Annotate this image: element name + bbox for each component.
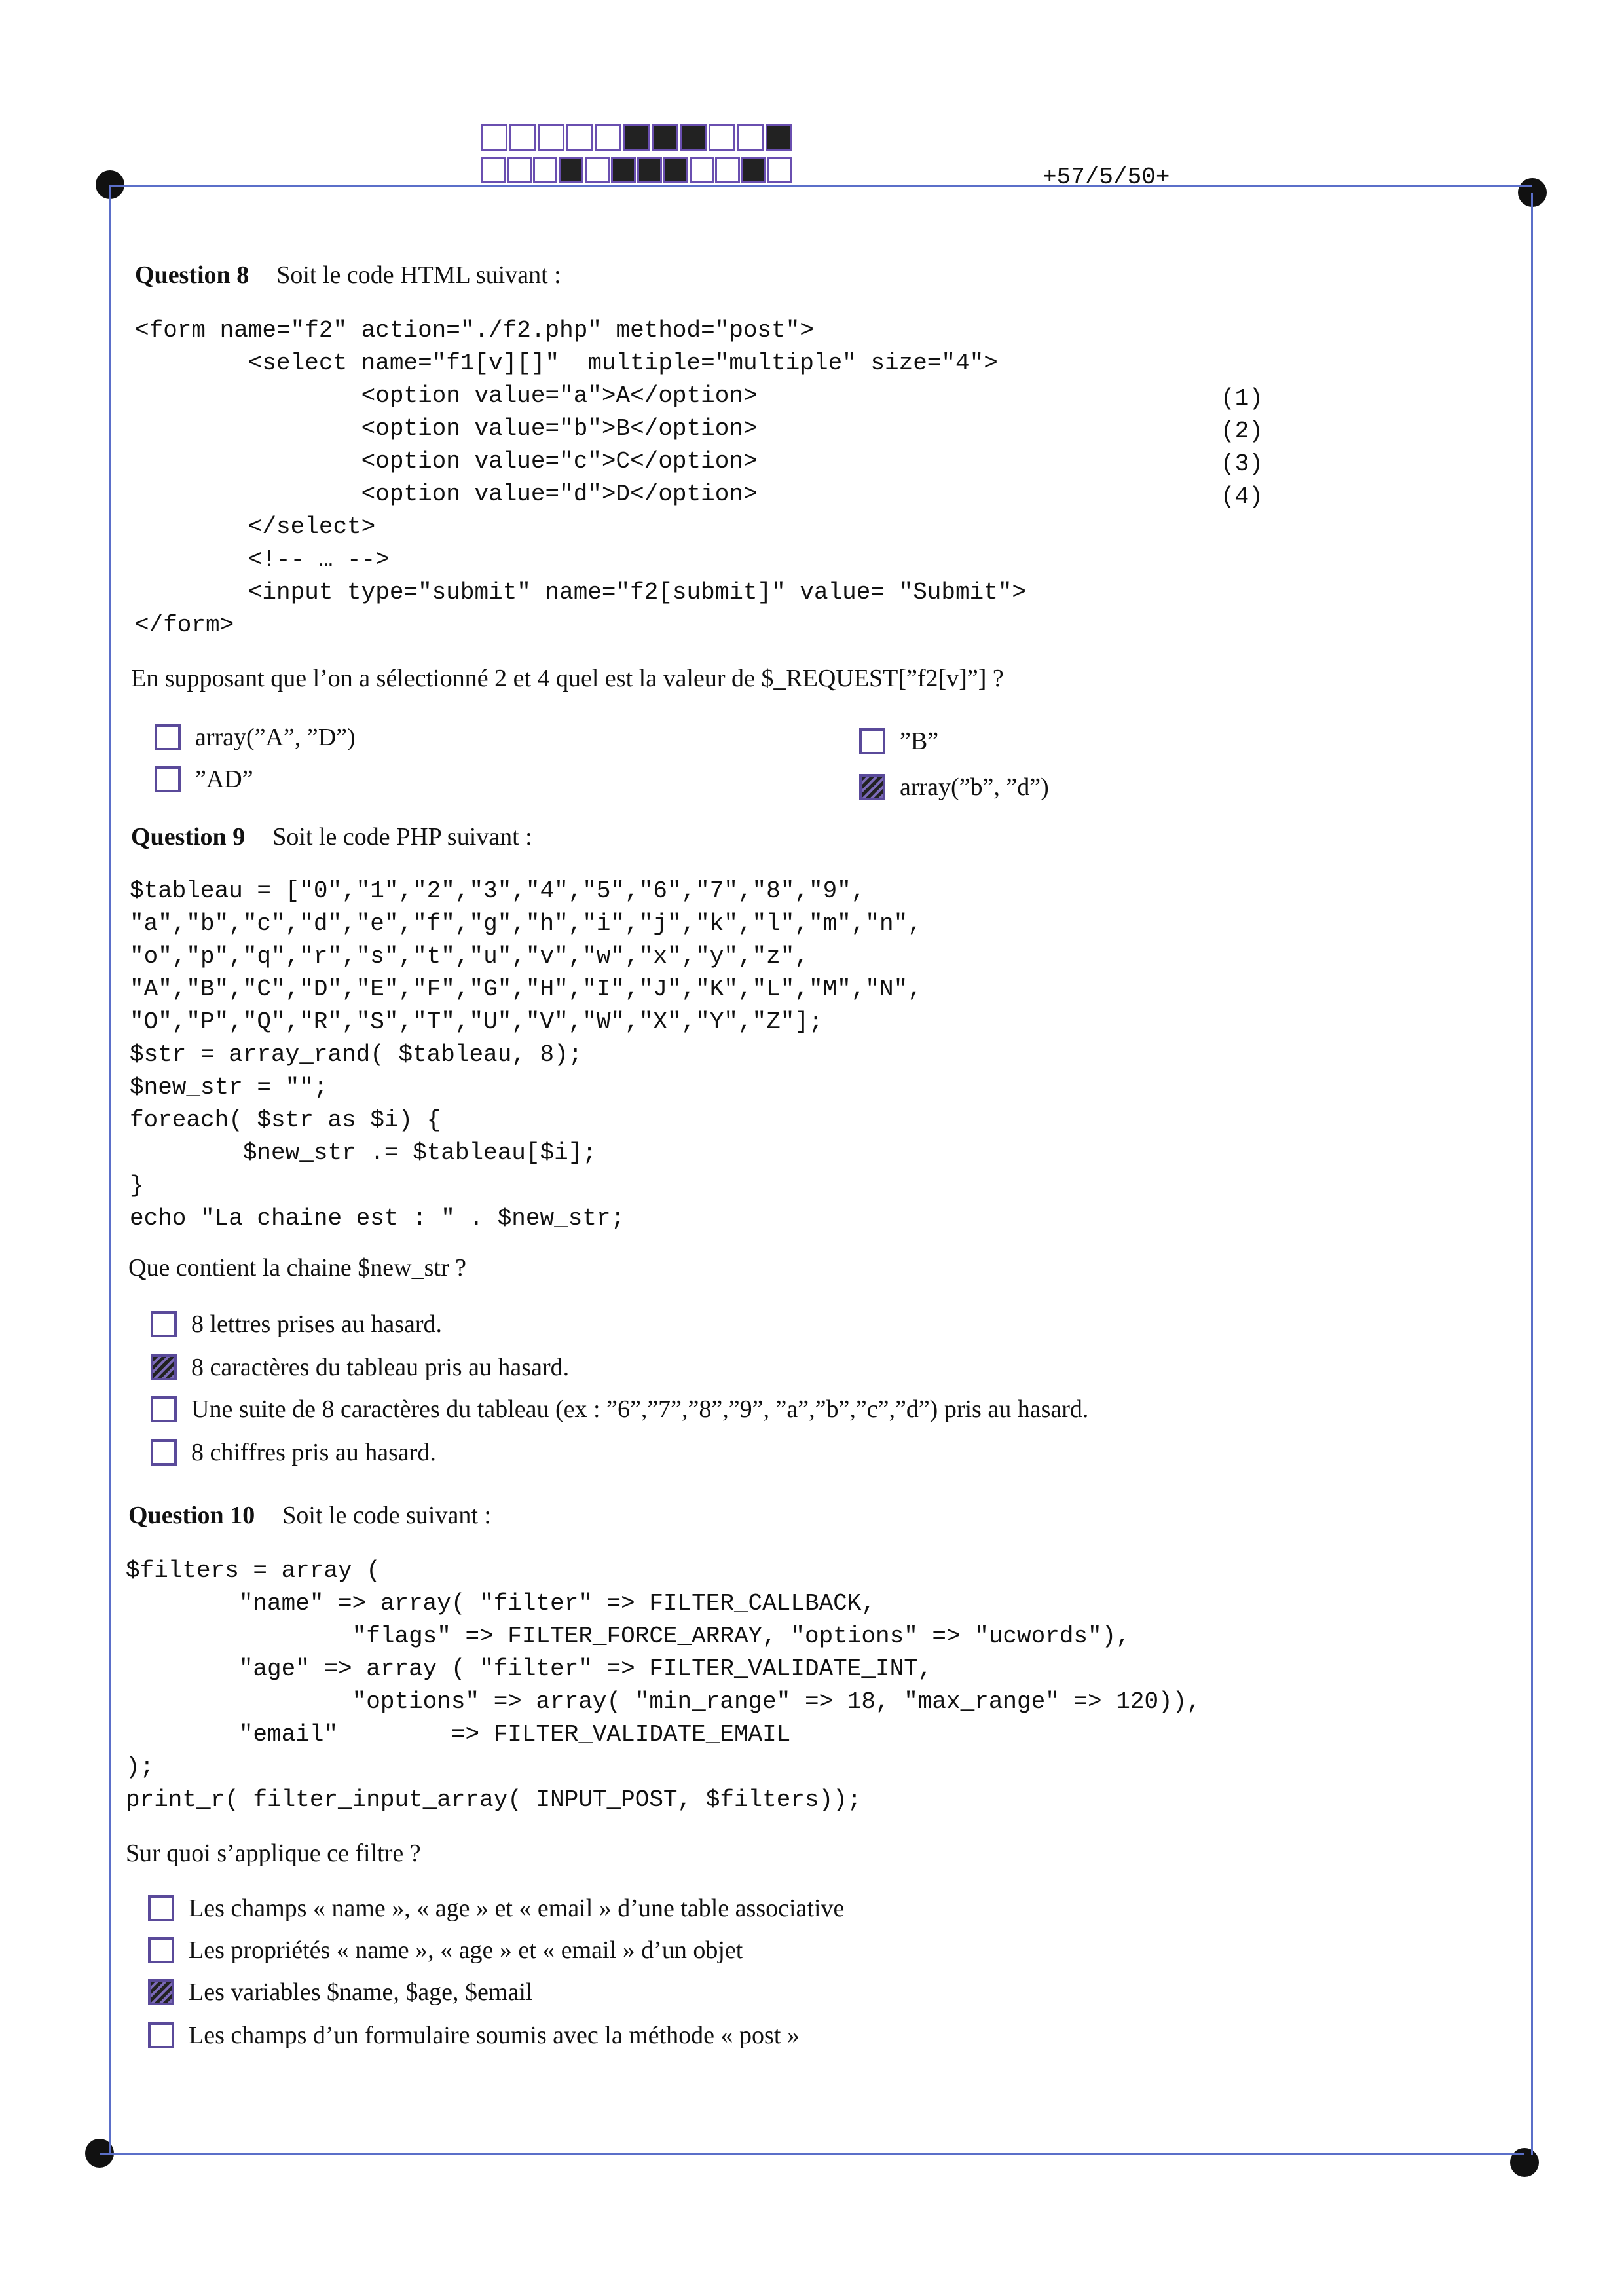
barcode-cell [507, 157, 532, 183]
barcode-row-2 [481, 157, 794, 183]
barcode-cell [709, 124, 735, 151]
checkbox-checked[interactable] [148, 1979, 174, 2005]
barcode-cell [741, 157, 766, 183]
code-line: <form name="f2" action="./f2.php" method="post"> [135, 317, 814, 344]
checkbox[interactable] [148, 1895, 174, 1921]
answer-option[interactable] [859, 727, 938, 756]
answer-option[interactable] [148, 1894, 844, 1923]
barcode-cell [766, 124, 792, 151]
code-line: foreach( $str as $i) { [130, 1107, 441, 1134]
barcode-cell [652, 124, 678, 151]
answer-label: 8 chiffres pris au hasard. [191, 1439, 436, 1466]
answer-option[interactable] [859, 773, 1049, 802]
answer-option[interactable] [151, 1438, 436, 1467]
answer-label: ”AD” [195, 766, 253, 793]
question-9-code [130, 875, 922, 1235]
barcode-cell [680, 124, 707, 151]
code-line: $tableau = ["0","1","2","3","4","5","6","7","8","9", [130, 878, 866, 904]
frame-bottom [100, 2153, 1524, 2155]
checkbox[interactable] [151, 1396, 177, 1422]
frame-right [1531, 193, 1533, 2155]
barcode-cell [595, 124, 621, 151]
question-8-code [135, 314, 1026, 642]
barcode-cell [690, 157, 714, 183]
frame-left [109, 185, 111, 2153]
question-9-heading [131, 823, 532, 851]
barcode-cell [663, 157, 688, 183]
answer-label: array(”A”, ”D”) [195, 724, 356, 751]
code-line: echo "La chaine est : " . $new_str; [130, 1205, 625, 1232]
code-line: "a","b","c","d","e","f","g","h","i","j","k","l","m","n", [130, 910, 922, 937]
code-line: <option value="d">D</option> [361, 481, 758, 508]
answer-option[interactable] [155, 723, 356, 752]
answer-option[interactable] [155, 765, 253, 794]
question-intro: Soit le code suivant : [282, 1502, 491, 1529]
code-line: "email" => FILTER_VALIDATE_EMAIL [238, 1721, 791, 1748]
barcode-cell [559, 157, 583, 183]
checkbox[interactable] [859, 728, 885, 754]
code-line: print_r( filter_input_array( INPUT_POST, $filters)); [126, 1787, 862, 1813]
code-line: "o","p","q","r","s","t","u","v","w","x","y","z", [130, 943, 809, 970]
checkbox[interactable] [148, 2022, 174, 2048]
question-number: Question 9 [131, 823, 246, 851]
barcode-cell [715, 157, 740, 183]
answer-option[interactable] [148, 2021, 800, 2050]
checkbox[interactable] [151, 1439, 177, 1466]
answer-option[interactable] [151, 1395, 1088, 1424]
question-9-prompt: Que contient la chaine $new_str ? [128, 1254, 466, 1282]
barcode-cell [481, 124, 507, 151]
barcode-cell [611, 157, 636, 183]
barcode-cell [509, 124, 536, 151]
answer-option[interactable] [151, 1353, 569, 1382]
code-line: $filters = array ( [126, 1557, 380, 1584]
barcode-cell [566, 124, 593, 151]
option-number-3: (3) [1221, 451, 1263, 477]
code-line: <input type="submit" name="f2[submit]" value= "Submit"> [248, 579, 1027, 606]
code-line: <option value="c">C</option> [361, 448, 758, 475]
answer-option[interactable] [148, 1936, 743, 1965]
checkbox-checked[interactable] [859, 774, 885, 800]
code-line: </form> [135, 612, 234, 639]
question-intro: Soit le code PHP suivant : [272, 823, 532, 851]
code-line: <!-- … --> [248, 546, 390, 573]
code-line: } [130, 1172, 144, 1199]
code-line: "age" => array ( "filter" => FILTER_VALIDATE_INT, [238, 1656, 932, 1682]
option-number-1: (1) [1221, 385, 1263, 412]
answer-label: Les champs d’un formulaire soumis avec la méthode « post » [189, 2022, 800, 2049]
question-10-prompt: Sur quoi s’applique ce filtre ? [126, 1840, 421, 1867]
registration-mark-bottom-right [1510, 2148, 1539, 2177]
code-line: "name" => array( "filter" => FILTER_CALLBACK, [238, 1590, 876, 1617]
checkbox[interactable] [151, 1311, 177, 1337]
code-line: ); [126, 1754, 155, 1781]
code-line: </select> [248, 513, 376, 540]
option-number-4: (4) [1221, 483, 1263, 510]
question-number: Question 8 [135, 261, 249, 289]
answer-label: 8 caractères du tableau pris au hasard. [191, 1354, 570, 1381]
answer-label: ”B” [900, 728, 939, 755]
barcode-cell [637, 157, 662, 183]
code-line: "flags" => FILTER_FORCE_ARRAY, "options" => "ucwords"), [352, 1623, 1130, 1650]
question-intro: Soit le code HTML suivant : [276, 261, 561, 289]
code-line: $str = array_rand( $tableau, 8); [130, 1041, 583, 1068]
code-line: "O","P","Q","R","S","T","U","V","W","X","Y","Z"]; [130, 1009, 823, 1035]
answer-option[interactable] [151, 1310, 442, 1339]
answer-label: Les champs « name », « age » et « email » d’une table associative [189, 1895, 845, 1922]
question-number: Question 10 [128, 1502, 255, 1529]
question-8-prompt: En supposant que l’on a sélectionné 2 et 4 quel est la valeur de $_REQUEST[”f2[v]”] ? [131, 665, 1004, 692]
barcode-cell [767, 157, 792, 183]
barcode-cell [538, 124, 564, 151]
answer-label: Les variables $name, $age, $email [189, 1978, 533, 2006]
code-line: $new_str = ""; [130, 1074, 328, 1101]
question-8-heading [135, 261, 561, 289]
code-line: <option value="b">B</option> [361, 415, 758, 442]
answer-label: 8 lettres prises au hasard. [191, 1310, 443, 1338]
answer-option[interactable] [148, 1978, 532, 2007]
answer-label: Une suite de 8 caractères du tableau (ex : ”6”,”7”,”8”,”9”, ”a”,”b”,”c”,”d”) pris au hasard. [191, 1396, 1089, 1423]
question-10-heading [128, 1501, 491, 1530]
code-line: "A","B","C","D","E","F","G","H","I","J","K","L","M","N", [130, 976, 922, 1003]
frame-top [110, 185, 1532, 187]
page-id: +57/5/50+ [1043, 164, 1170, 191]
barcode-cell [623, 124, 650, 151]
answer-label: Les propriétés « name », « age » et « email » d’un objet [189, 1936, 743, 1964]
barcode-cell [533, 157, 558, 183]
answer-label: array(”b”, ”d”) [900, 773, 1049, 801]
checkbox[interactable] [155, 766, 181, 792]
checkbox[interactable] [155, 724, 181, 750]
code-line: <select name="f1[v][]" multiple="multiple" size="4"> [248, 350, 998, 377]
option-number-2: (2) [1221, 418, 1263, 445]
barcode-row-1 [481, 124, 794, 151]
barcode-cell [585, 157, 610, 183]
checkbox-checked[interactable] [151, 1354, 177, 1380]
code-line: <option value="a">A</option> [361, 382, 758, 409]
code-line: $new_str .= $tableau[$i]; [242, 1139, 597, 1166]
checkbox[interactable] [148, 1937, 174, 1963]
code-line: "options" => array( "min_range" => 18, "max_range" => 120)), [352, 1688, 1201, 1715]
barcode-cell [481, 157, 506, 183]
barcode-cell [737, 124, 764, 151]
question-10-code [126, 1555, 1201, 1817]
